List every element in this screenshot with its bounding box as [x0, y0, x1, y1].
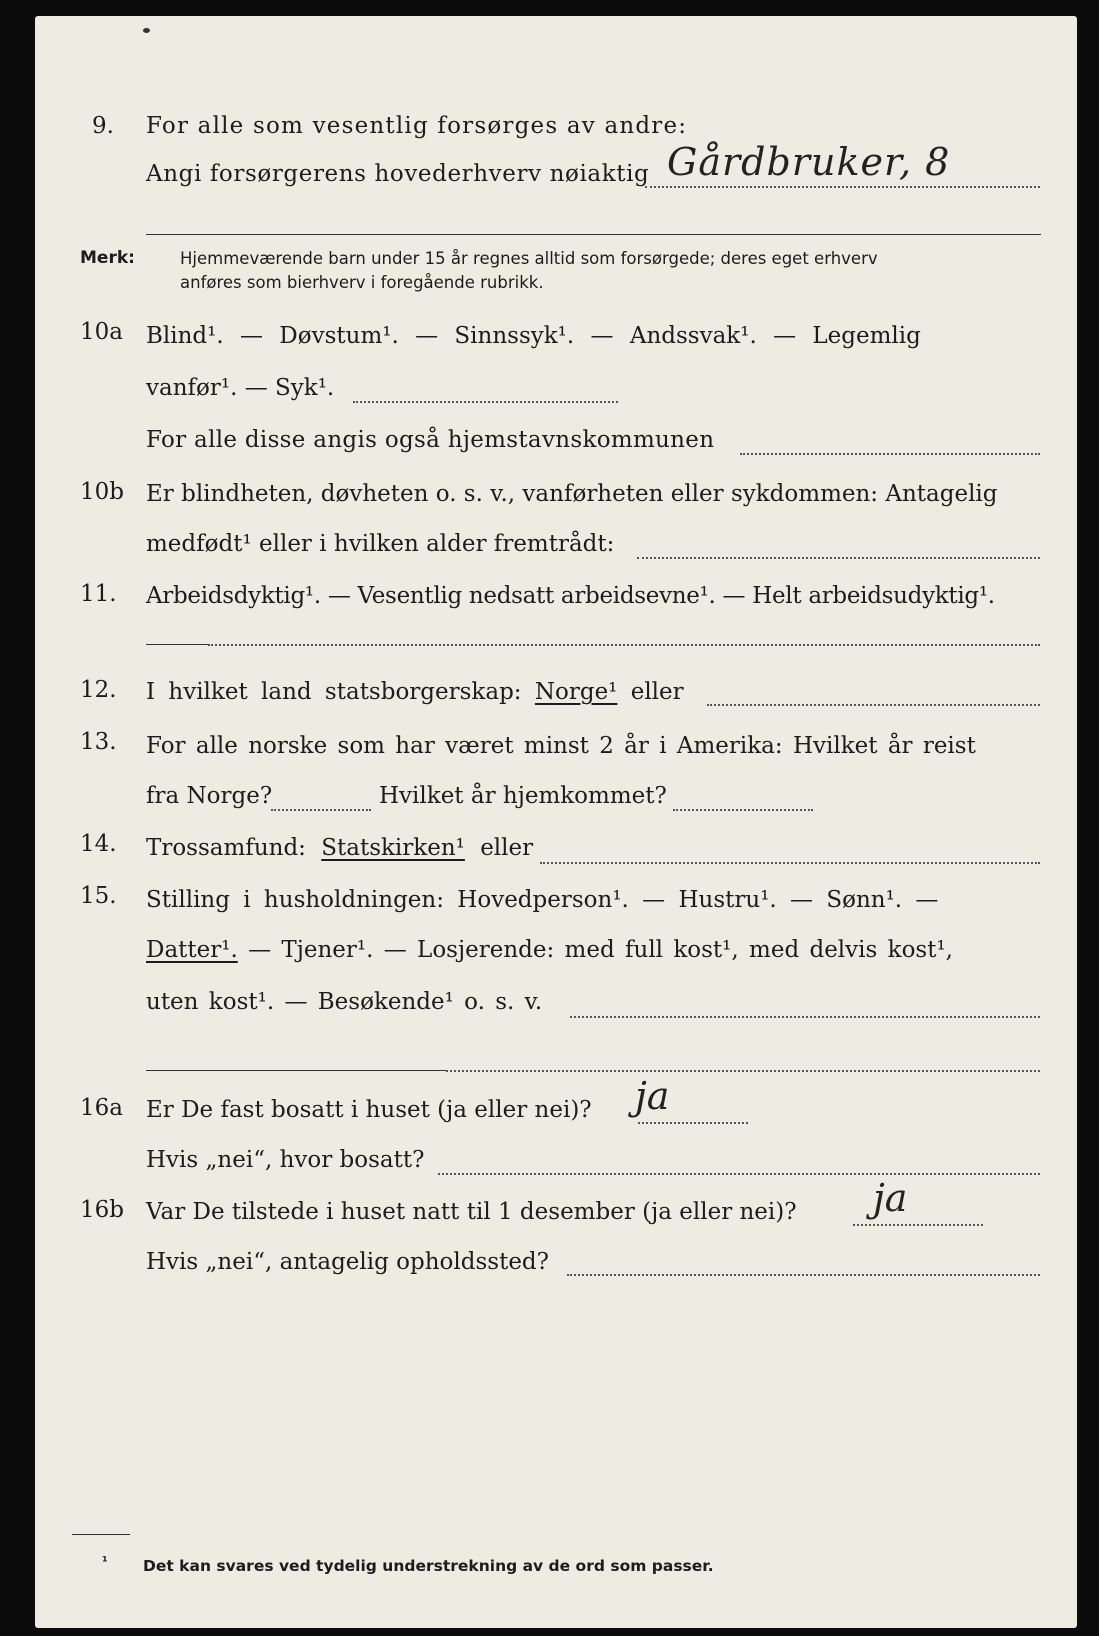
q9-line1: For alle som vesentlig forsørges av andre: [146, 113, 688, 139]
q13-line2b: Hvilket år hjemkommet? [379, 783, 667, 809]
q16a-bosatt-line[interactable] [438, 1173, 1040, 1175]
ink-speck [143, 28, 150, 33]
q15-line3: uten kost¹. — Besøkende¹ o. s. v. [146, 989, 543, 1015]
q10b-answer-line[interactable] [637, 557, 1040, 559]
q16a-line1: Er De fast bosatt i huset (ja eller nei)? [146, 1097, 592, 1123]
q13-line2a: fra Norge? [146, 783, 273, 809]
q15-datter-underlined: Datter¹. [146, 937, 238, 963]
q12-text [146, 678, 684, 706]
q10a-number: 10a [80, 319, 123, 345]
q14-before: Trossamfund: [146, 835, 306, 861]
q15-second-answer-line[interactable] [446, 1070, 1040, 1072]
q16a-number: 16a [80, 1095, 123, 1121]
q16b-answer-line[interactable] [853, 1224, 983, 1226]
q9-line2: Angi forsørgerens hovederhverv nøiaktig [146, 161, 650, 187]
footnote-rule [72, 1534, 130, 1535]
q13-line1: For alle norske som har været minst 2 år i Amerika: Hvilket år reist [146, 733, 976, 759]
census-form-page [35, 16, 1077, 1628]
q11-line1: Arbeidsdyktig¹. — Vesentlig nedsatt arbeidsevne¹. — Helt arbeidsudyktig¹. [146, 583, 995, 609]
q16a-handwritten-answer: ja [635, 1074, 670, 1118]
q10a-line2: vanfør¹. — Syk¹. [146, 375, 335, 401]
q15-line2 [146, 936, 953, 964]
q14-text [146, 834, 533, 862]
q14-answer-line[interactable] [540, 862, 1040, 864]
q16b-number: 16b [80, 1197, 124, 1223]
q14-number: 14. [80, 831, 117, 857]
q15-answer-line-short[interactable] [146, 1070, 446, 1071]
q11-answer-line[interactable] [208, 644, 1040, 646]
q16b-handwritten-answer: ja [873, 1176, 908, 1220]
merk-line2: anføres som bierhverv i foregående rubrikk. [180, 273, 544, 292]
q16b-line1: Var De tilstede i huset natt til 1 desember (ja eller nei)? [146, 1199, 797, 1225]
footnote-mark: ¹ [102, 1555, 108, 1570]
q16b-line2: Hvis „nei“, antagelig opholdssted? [146, 1249, 549, 1275]
q13-number: 13. [80, 729, 117, 755]
q13-reist-line[interactable] [271, 809, 371, 811]
q10b-line2: medfødt¹ eller i hvilken alder fremtrådt: [146, 531, 615, 557]
q14-statskirken-underlined: Statskirken¹ [321, 835, 465, 861]
q12-before: I hvilket land statsborgerskap: [146, 679, 522, 705]
q12-answer-line[interactable] [707, 704, 1040, 706]
q11-answer-line-short[interactable] [146, 644, 208, 645]
q12-norge-underlined: Norge¹ [534, 679, 618, 705]
q10b-line1: Er blindheten, døvheten o. s. v., vanførheten eller sykdommen: Antagelig [146, 481, 998, 507]
q10a-line3: For alle disse angis også hjemstavnskommunen [146, 427, 715, 453]
q14-after: eller [480, 835, 534, 861]
q13-hjemkommet-line[interactable] [673, 809, 813, 811]
q10a-line1: Blind¹. — Døvstum¹. — Sinnssyk¹. — Andssvak¹. — Legemlig [146, 323, 921, 349]
q16a-line2: Hvis „nei“, hvor bosatt? [146, 1147, 425, 1173]
q10a-hjemstavn-line[interactable] [740, 453, 1040, 455]
merk-line1: Hjemmeværende barn under 15 år regnes alltid som forsørgede; deres eget erhverv [180, 249, 878, 268]
q16a-answer-line[interactable] [638, 1122, 748, 1124]
q15-line1: Stilling i husholdningen: Hovedperson¹. — Hustru¹. — Sønn¹. — [146, 887, 939, 913]
q9-second-answer-line[interactable] [146, 234, 1041, 235]
q12-after: eller [630, 679, 684, 705]
q15-line2-rest: — Tjener¹. — Losjerende: med full kost¹, med delvis kost¹, [248, 937, 953, 963]
q12-number: 12. [80, 677, 117, 703]
q10b-number: 10b [80, 479, 124, 505]
q9-handwritten-answer: Gårdbruker, 8 [667, 140, 951, 184]
q15-answer-line[interactable] [570, 1016, 1040, 1018]
q16b-opholdssted-line[interactable] [567, 1274, 1040, 1276]
q11-number: 11. [80, 581, 117, 607]
merk-label: Merk: [80, 248, 135, 268]
q10a-answer-line[interactable] [353, 401, 618, 403]
q9-answer-line[interactable] [645, 186, 1040, 188]
q15-number: 15. [80, 883, 117, 909]
q9-number: 9. [92, 113, 114, 139]
footnote-text: Det kan svares ved tydelig understrekning av de ord som passer. [143, 1557, 714, 1575]
